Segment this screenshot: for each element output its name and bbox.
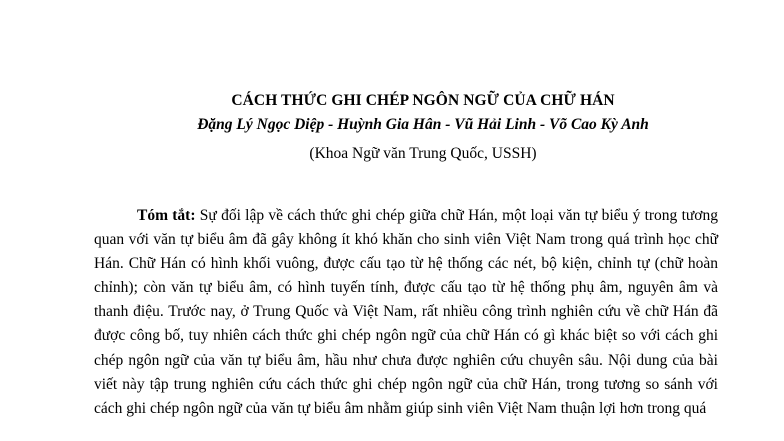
paper-title: CÁCH THỨC GHI CHÉP NGÔN NGỮ CỦA CHỮ HÁN [231,92,615,109]
paper-affiliation: (Khoa Ngữ văn Trung Quốc, USSH) [309,145,537,162]
abstract [94,204,718,421]
abstract-paragraph [94,204,718,421]
abstract-label: Tóm tắt: [137,207,196,224]
paper-authors: Đặng Lý Ngọc Diệp - Huỳnh Gia Hân - Vũ Hải Linh - Võ Cao Kỳ Anh [197,116,649,133]
abstract-text: Sự đối lập về cách thức ghi chép giữa chữ Hán, một loại văn tự biểu ý trong tương quan với văn tự biểu âm đã gây không ít khó khăn cho sinh viên Việt Nam trong quá trình học chữ Hán. Chữ Hán có hình khối vuông, được cấu tạo từ hệ thống các nét, bộ kiện, chỉnh tự (chữ hoàn chỉnh); còn văn tự biểu âm, có hình tuyến tính, được cấu tạo từ hệ thống phụ âm, nguyên âm và thanh điệu. Trước nay, ở Trung Quốc và Việt Nam, rất nhiều công trình nghiên cứu về chữ Hán đã được công bố, tuy nhiên cách thức ghi chép ngôn ngữ của chữ Hán có gì khác biệt so với cách ghi chép ngôn ngữ của văn tự biểu âm, hầu như chưa được nghiên cứu chuyên sâu. Nội dung của bài viết này tập trung nghiên cứu cách thức ghi chép ngôn ngữ của chữ Hán, trong tương so sánh với cách ghi chép ngôn ngữ của văn tự biểu âm nhằm giúp sinh viên Việt Nam thuận lợi hơn trong quá [94,207,718,417]
